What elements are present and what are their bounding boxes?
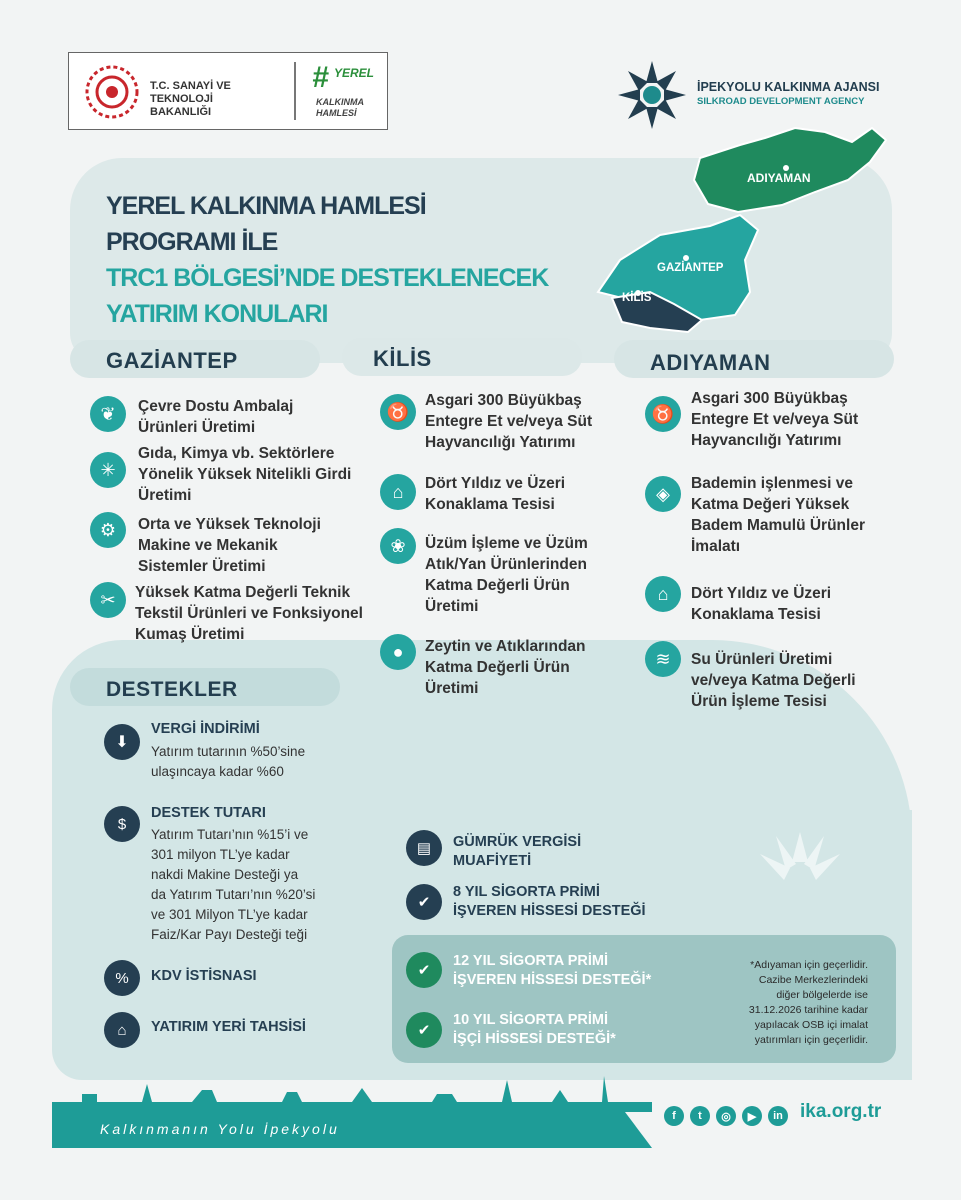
customs-title: GÜMRÜK VERGİSİ MUAFİYETİ <box>453 834 582 869</box>
sewing-machine-icon: ✂ <box>90 582 126 618</box>
slogan: Kalkınmanın Yolu İpekyolu <box>100 1121 340 1137</box>
kilis-item-3: Üzüm İşleme ve Üzüm Atık/Yan Ürünlerinden Katma Değerli Ürün Üretimi <box>425 535 588 615</box>
adiyaman-title: ADIYAMAN <box>650 350 771 375</box>
city-skyline <box>52 1072 652 1112</box>
facebook-icon[interactable]: f <box>664 1106 684 1126</box>
youtube-icon[interactable]: ▶ <box>742 1106 762 1126</box>
map-label-adiyaman: ADIYAMAN <box>747 171 811 185</box>
vat-document-icon: % <box>104 960 140 996</box>
almond-icon: ◈ <box>645 476 681 512</box>
fish-icon: ≋ <box>645 641 681 677</box>
vat-title: KDV İSTİSNASI <box>151 968 257 984</box>
gaziantep-item-2: Gıda, Kimya vb. Sektörlere Yönelik Yüksek Nitelikli Girdi Üretimi <box>138 445 352 504</box>
olive-icon: ● <box>380 634 416 670</box>
decorative-star-icon <box>740 820 860 920</box>
kilis-item-1: Asgari 300 Büyükbaş Entegre Et ve/veya Süt Hayvancılığı Yatırımı <box>425 392 593 451</box>
gear-icon: ⚙ <box>90 512 126 548</box>
supports-title: DESTEKLER <box>106 678 238 701</box>
ykh-hash-logo: # <box>312 61 329 94</box>
insurance-12-title: 12 YIL SİGORTA PRİMİ İŞVEREN HİSSESİ DESTEĞİ* <box>453 953 652 988</box>
map-label-gaziantep: GAZİANTEP <box>657 262 724 274</box>
title-line-1: YEREL KALKINMA HAMLESİ <box>106 192 426 220</box>
gaziantep-item-3: Orta ve Yüksek Teknoloji Makine ve Mekanik Sistemler Üretimi <box>138 516 321 575</box>
molecule-icon: ✳ <box>90 452 126 488</box>
kilis-title: KİLİS <box>373 346 432 371</box>
adiyaman-item-2: Bademin işlenmesi ve Katma Değeri Yüksek Badem Mamulü Ürünler İmalatı <box>691 475 865 555</box>
insurance-8-title: 8 YIL SİGORTA PRİMİ İŞVEREN HİSSESİ DESTEĞİ <box>453 884 646 919</box>
adiyaman-item-1: Asgari 300 Büyükbaş Entegre Et ve/veya Süt Hayvancılığı Yatırımı <box>691 390 859 449</box>
footnote: *Adıyaman için geçerlidir. Cazibe Merkezlerindeki diğer bölgelerde ise 31.12.2026 tarihine kadar yapılacak OSB içi imalat yatırımları için geçerlidir. <box>748 959 868 1046</box>
land-icon: ⌂ <box>104 1012 140 1048</box>
ministry-name: T.C. SANAYİ VE TEKNOLOJİ BAKANLIĞI <box>150 80 231 118</box>
agency-name: İPEKYOLU KALKINMA AJANSI <box>697 80 880 94</box>
agency-name-en: SILKROAD DEVELOPMENT AGENCY <box>697 96 865 107</box>
ykh-logo-line3: HAMLESİ <box>316 108 357 118</box>
customs-icon: ▤ <box>406 830 442 866</box>
title-line-4: YATIRIM KONULARI <box>106 300 328 328</box>
gaziantep-item-1: Çevre Dostu Ambalaj Ürünleri Üretimi <box>138 398 294 436</box>
map-adiyaman-shape <box>694 128 886 212</box>
grape-icon: ❀ <box>380 528 416 564</box>
adiyaman-item-3: Dört Yıldız ve Üzeri Konaklama Tesisi <box>691 585 832 623</box>
cow-icon: ♉ <box>645 396 681 432</box>
kilis-item-2: Dört Yıldız ve Üzeri Konaklama Tesisi <box>425 475 566 513</box>
insurance-10-title: 10 YIL SİGORTA PRİMİ İŞÇİ HİSSESİ DESTEĞİ* <box>453 1012 616 1047</box>
region-map <box>590 120 890 340</box>
money-hand-icon: $ <box>104 806 140 842</box>
title-line-3: TRC1 BÖLGESİ’NDE DESTEKLENECEK <box>106 264 549 292</box>
shield-check-icon: ✔ <box>406 952 442 988</box>
hotel-icon: ⌂ <box>645 576 681 612</box>
header-divider <box>294 62 296 120</box>
tax-text: Yatırım tutarının %50’sine ulaşıncaya kadar %60 <box>151 744 306 779</box>
amount-text: Yatırım Tutarı’nın %15’i ve 301 milyon TL’ye kadar nakdi Makine Desteği ya da Yatırım Tutarı’nın %20’si ve 301 Milyon TL’ye kadar Faiz/Kar Payı Desteği teği <box>151 827 316 942</box>
tax-title: VERGİ İNDİRİMİ <box>151 721 260 737</box>
ykh-logo-line1: YEREL <box>334 66 375 80</box>
ministry-emblem-icon <box>84 64 140 120</box>
hotel-icon: ⌂ <box>380 474 416 510</box>
ykh-logo-line2: KALKINMA <box>316 97 364 107</box>
gaziantep-item-4: Yüksek Katma Değerli Teknik Tekstil Ürünleri ve Fonksiyonel Kumaş Üretimi <box>135 584 363 643</box>
amount-title: DESTEK TUTARI <box>151 805 266 821</box>
map-gaziantep-dot <box>683 255 689 261</box>
adiyaman-item-4: Su Ürünleri Üretimi ve/veya Katma Değerli Ürün İşleme Tesisi <box>691 651 856 710</box>
kilis-item-4: Zeytin ve Atıklarından Katma Değerli Ürün Üretimi <box>425 638 586 697</box>
tax-down-icon: ⬇ <box>104 724 140 760</box>
map-label-kilis: KİLİS <box>622 292 652 304</box>
shield-check-icon: ✔ <box>406 884 442 920</box>
gaziantep-title: GAZİANTEP <box>106 348 238 373</box>
title-line-2: PROGRAMI İLE <box>106 228 278 256</box>
shield-check-icon: ✔ <box>406 1012 442 1048</box>
leaf-icon: ❦ <box>90 396 126 432</box>
cow-icon: ♉ <box>380 394 416 430</box>
twitter-icon[interactable]: t <box>690 1106 710 1126</box>
land-title: YATIRIM YERİ TAHSİSİ <box>151 1019 306 1035</box>
linkedin-icon[interactable]: in <box>768 1106 788 1126</box>
website-link[interactable]: ika.org.tr <box>800 1101 882 1122</box>
instagram-icon[interactable]: ◎ <box>716 1106 736 1126</box>
